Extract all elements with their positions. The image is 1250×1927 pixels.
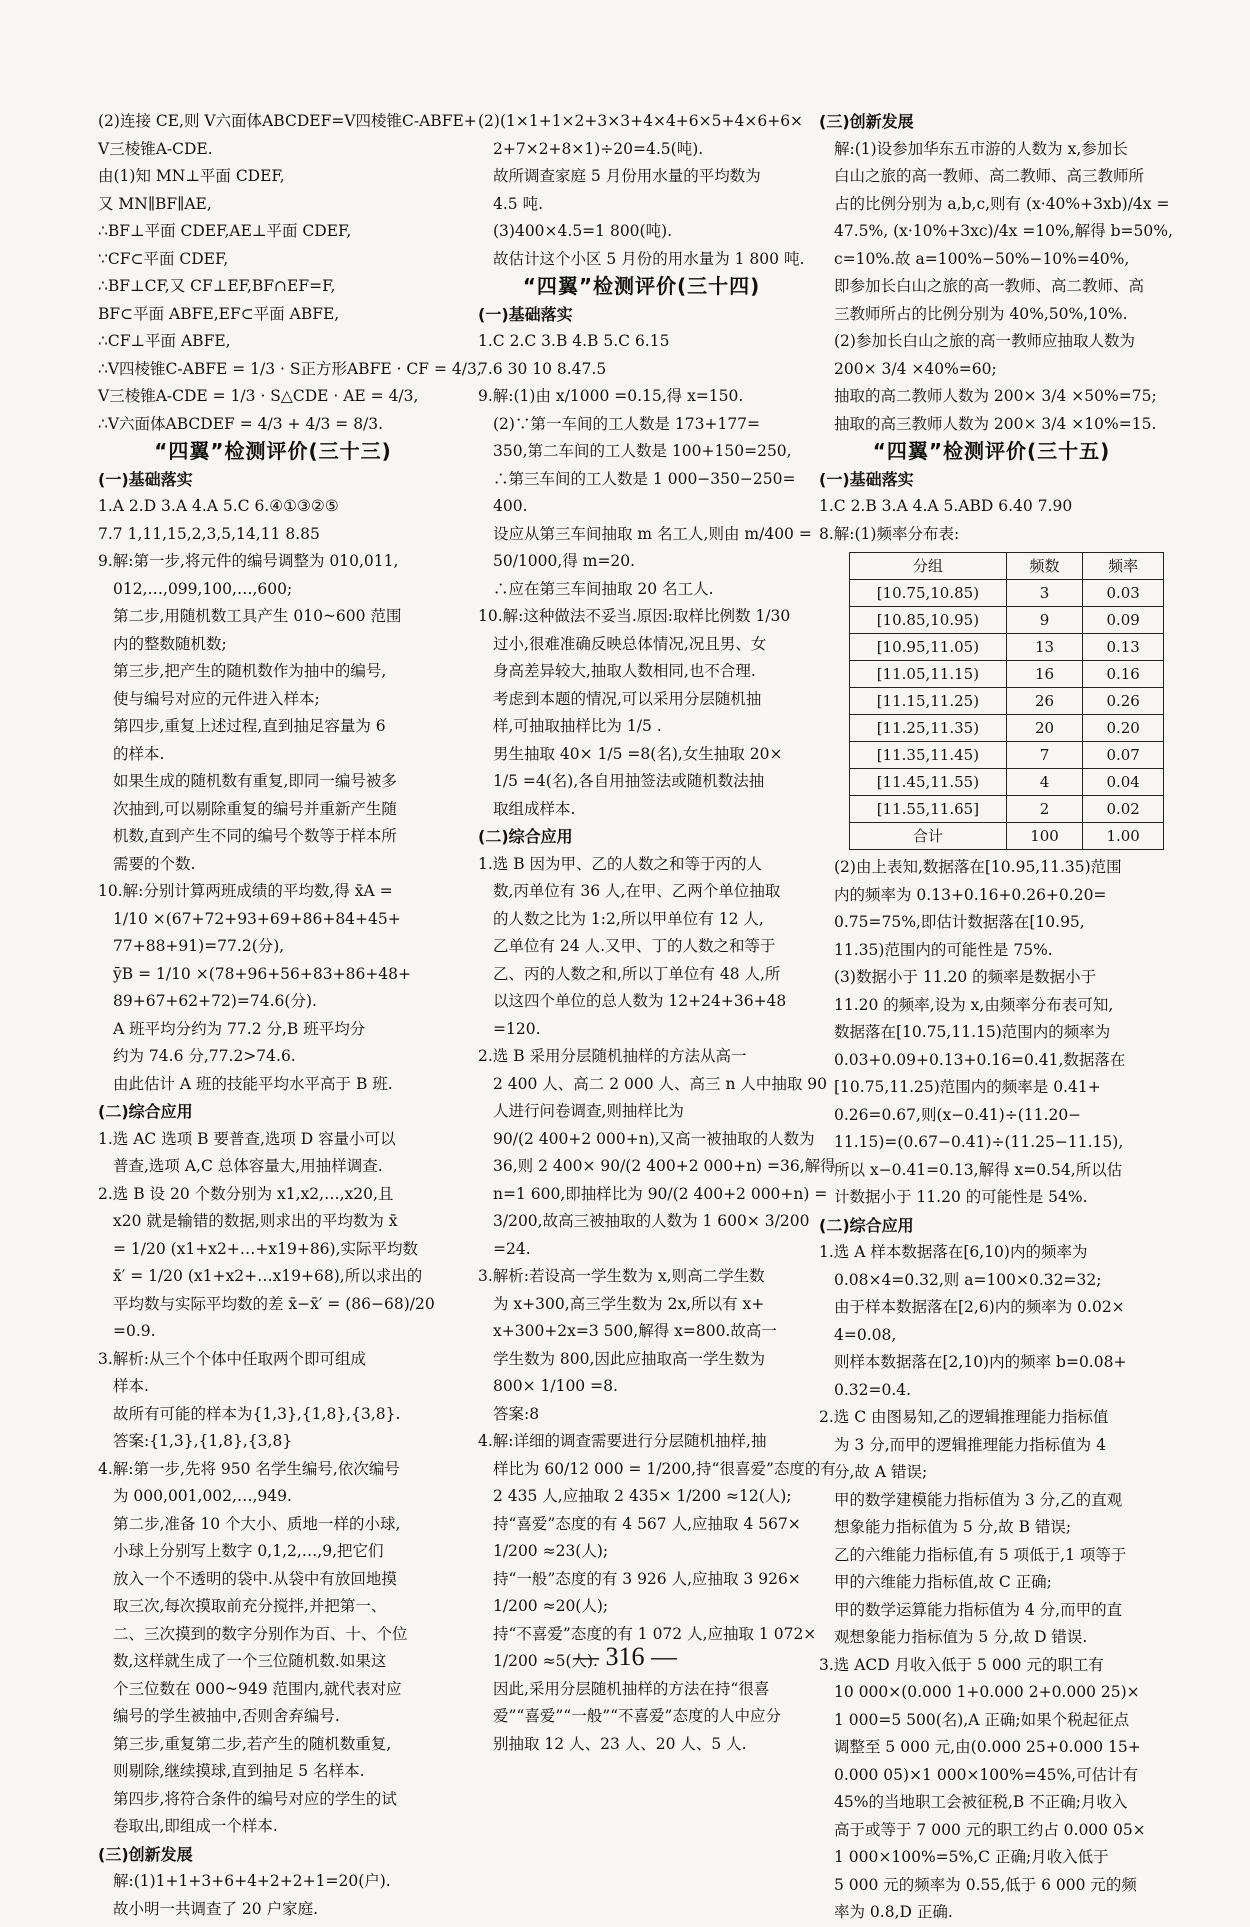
text-line: 012,…,099,100,…,600;: [113, 579, 293, 598]
text-line: 77+88+91)=77.2(分),: [113, 937, 285, 955]
text-line: 则剔除,继续摸球,直到抽足 5 名样本.: [113, 1762, 365, 1780]
text-line: (2)连接 CE,则 V六面体ABCDEF=V四棱锥C-ABFE+: [98, 112, 477, 130]
text-line: 约为 74.6 分,77.2>74.6.: [113, 1047, 296, 1065]
text-line: 三教师所占的比例分别为 40%,50%,10%.: [834, 304, 1128, 323]
text-line: 样本.: [113, 1377, 149, 1395]
text-line: 考虑到本题的情况,可以采用分层随机抽: [493, 689, 762, 708]
table-cell: [11.35,11.45): [850, 742, 1007, 769]
text-line: (3)400×4.5=1 800(吨).: [493, 222, 673, 240]
text-line: 率为 0.8,D 正确.: [834, 1903, 953, 1921]
text-line: ∴CF⊥平面 ABFE,: [98, 332, 231, 350]
text-line: 1/5 =4(名),各自用抽签法或随机数法抽: [493, 772, 765, 790]
table-cell: 100: [1006, 823, 1083, 850]
section-title: “四翼”检测评价(三十三): [154, 439, 392, 463]
text-line: (3)数据小于 11.20 的频率是数据小于: [834, 968, 1097, 986]
text-line: 故小明一共调查了 20 户家庭.: [113, 1899, 319, 1918]
text-line: 故估计这个小区 5 月份的用水量为 1 800 吨.: [493, 249, 805, 268]
table-row: [850, 661, 1164, 688]
table-cell: 9: [1006, 607, 1083, 634]
text-line: 7.6 30 10 8.47.5: [478, 359, 607, 378]
text-line: 抽取的高二教师人数为 200× 3/4 ×50%=75;: [834, 387, 1157, 405]
text-line: 10 000×(0.000 1+0.000 2+0.000 25)×: [834, 1683, 1140, 1701]
text-line: 以这四个单位的总人数为 12+24+36+48: [493, 992, 787, 1010]
text-line: = 1/20 (x1+x2+…+x19+86),实际平均数: [113, 1239, 419, 1258]
table-cell: 16: [1006, 661, 1083, 688]
table-cell: 3: [1006, 580, 1083, 607]
table-row: [850, 580, 1164, 607]
table-row: [850, 607, 1164, 634]
table-row: [850, 823, 1164, 850]
text-line: 9.解:(1)由 x/1000 =0.15,得 x=150.: [478, 387, 744, 405]
text-line: 平均数与实际平均数的差 x̄−x̄′ = (86−68)/20: [113, 1294, 435, 1313]
text-line: 2.选 B 设 20 个数分别为 x1,x2,…,x20,且: [98, 1184, 394, 1203]
text-line: 故所调查家庭 5 月份用水量的平均数为: [493, 167, 761, 185]
text-line: 0.08×4=0.32,则 a=100×0.32=32;: [834, 1270, 1102, 1289]
text-line: 90/(2 400+2 000+n),又高一被抽取的人数为: [493, 1129, 815, 1148]
text-line: ∴BF⊥平面 CDEF,AE⊥平面 CDEF,: [98, 222, 352, 240]
text-line: 别抽取 12 人、23 人、20 人、5 人.: [493, 1734, 747, 1753]
column-middle: [478, 108, 836, 1758]
text-line: 7.7 1,11,15,2,3,5,14,11 8.85: [98, 524, 320, 543]
text-line: 如果生成的随机数有重复,即同一编号被多: [113, 772, 397, 790]
table-cell: 0.03: [1083, 580, 1164, 607]
table-cell: [11.55,11.65]: [850, 796, 1007, 823]
text-line: 人进行问卷调查,则抽样比为: [493, 1102, 684, 1120]
text-line: [10.75,11.25)范围内的频率是 0.41+: [834, 1078, 1101, 1096]
text-line: 1/200 ≈5(人).: [493, 1652, 598, 1670]
text-line: 0.03+0.09+0.13+0.16=0.41,数据落在: [834, 1050, 1126, 1069]
text-line: 第二步,准备 10 个大小、质地一样的小球,: [113, 1514, 401, 1533]
frequency-table: [849, 552, 1164, 850]
text-line: 11.15)=(0.67−0.41)÷(11.25−11.15),: [834, 1133, 1124, 1151]
text-line: 过小,很难准确反映总体情况,况且男、女: [493, 634, 767, 653]
table-cell: 4: [1006, 769, 1083, 796]
text-line: 占的比例分别为 a,b,c,则有 (x·40%+3xb)/4x =: [834, 194, 1170, 213]
text-line: 甲的六维能力指标值,故 C 正确;: [834, 1573, 1052, 1591]
text-line: 2.选 C 由图易知,乙的逻辑推理能力指标值: [819, 1408, 1109, 1426]
text-line: 调整至 5 000 元,由(0.000 25+0.000 15+: [834, 1738, 1141, 1756]
column-right-bottom: [819, 854, 1164, 1927]
text-line: 350,第二车间的工人数是 100+150=250,: [493, 442, 792, 460]
table-row: [850, 634, 1164, 661]
table-cell: [11.45,11.55): [850, 769, 1007, 796]
text-line: =24.: [493, 1239, 531, 1258]
text-line: 机数,直到产生不同的编号个数等于样本所: [113, 827, 397, 845]
table-cell: 0.07: [1083, 742, 1164, 769]
text-line: (2)∵第一车间的工人数是 173+177=: [493, 414, 761, 433]
header-count: 频数: [1006, 553, 1083, 580]
text-line: 8.解:(1)频率分布表:: [819, 524, 960, 543]
text-line: 1 000=5 500(名),A 正确;如果个税起征点: [834, 1710, 1130, 1729]
text-line: 的人数之比为 1:2,所以甲单位有 12 人,: [493, 909, 764, 928]
text-line: 2 400 人、高二 2 000 人、高三 n 人中抽取 90: [493, 1074, 828, 1093]
subsection-heading: (一)基础落实: [98, 469, 193, 489]
text-line: 10.解:这种做法不妥当.原因:取样比例数 1/30: [478, 607, 791, 625]
text-line: 1/200 ≈20(人);: [493, 1597, 609, 1615]
text-line: ∴第三车间的工人数是 1 000−350−250=: [493, 469, 796, 488]
table-cell: [10.75,10.85): [850, 580, 1007, 607]
subsection-heading: (二)综合应用: [478, 827, 573, 846]
text-line: 1.选 A 样本数据落在[6,10)内的频率为: [819, 1243, 1088, 1261]
text-line: 45%的当地职工会被征税,B 不正确;月收入: [834, 1793, 1128, 1811]
text-line: 0.32=0.4.: [834, 1380, 912, 1399]
text-line: 即参加长白山之旅的高一教师、高二教师、高: [834, 277, 1145, 295]
text-line: 内的整数随机数;: [113, 634, 227, 653]
text-line: 次抽到,可以剔除重复的编号并重新产生随: [113, 799, 397, 818]
text-line: 200× 3/4 ×40%=60;: [834, 359, 997, 378]
text-line: 4.解:第一步,先将 950 名学生编号,依次编号: [98, 1459, 400, 1478]
text-line: 甲的数学建模能力指标值为 3 分,乙的直观: [834, 1490, 1123, 1509]
text-line: 抽取的高三教师人数为 200× 3/4 ×10%=15.: [834, 414, 1157, 433]
text-line: 则样本数据落在[2,10)内的频率 b=0.08+: [834, 1353, 1127, 1371]
text-line: 高于或等于 7 000 元的职工约占 0.000 05×: [834, 1820, 1146, 1839]
table-cell: 0.02: [1083, 796, 1164, 823]
text-line: 数据落在[10.75,11.15)范围内的频率为: [834, 1023, 1111, 1041]
table-cell: 0.04: [1083, 769, 1164, 796]
text-line: 编号的学生被抽中,否则舍弃编号.: [113, 1707, 340, 1725]
text-line: 0.000 05)×1 000×100%=45%,可估计有: [834, 1765, 1139, 1784]
text-line: 为 x+300,高三学生数为 2x,所以有 x+: [493, 1294, 765, 1313]
subsection-heading: (一)基础落实: [819, 469, 914, 489]
subsection-heading: (三)创新发展: [819, 112, 914, 131]
text-line: V三棱锥A-CDE = 1/3 · S△CDE · AE = 4/3,: [98, 387, 419, 405]
text-line: 1.C 2.B 3.A 4.A 5.ABD 6.40 7.90: [819, 497, 1073, 515]
text-line: ∵CF⊂平面 CDEF,: [98, 249, 229, 268]
text-line: 1/200 ≈23(人);: [493, 1542, 609, 1560]
text-line: 4.5 吨.: [493, 194, 544, 213]
text-line: 小球上分别写上数字 0,1,2,…,9,把它们: [113, 1542, 384, 1560]
table-cell: 7: [1006, 742, 1083, 769]
text-line: V三棱锥A-CDE.: [98, 139, 213, 158]
text-line: 个三位数在 000~949 范围内,就代表对应: [113, 1679, 402, 1698]
text-line: 1.A 2.D 3.A 4.A 5.C 6.④①③②⑤: [98, 497, 339, 515]
text-line: 10.解:分别计算两班成绩的平均数,得 x̄A =: [98, 882, 393, 900]
subsection-heading: (二)综合应用: [819, 1215, 914, 1235]
text-line: ∴V四棱锥C-ABFE = 1/3 · S正方形ABFE · CF = 4/3,: [98, 359, 482, 378]
page-number: — 316 —: [573, 1642, 677, 1671]
text-line: (2)由上表知,数据落在[10.95,11.35)范围: [834, 858, 1122, 876]
text-line: 1.选 AC 选项 B 要普查,选项 D 容量小可以: [98, 1129, 396, 1148]
text-line: 二、三次摸到的数字分别作为百、十、个位: [113, 1624, 408, 1643]
table-cell: 2: [1006, 796, 1083, 823]
text-line: 89+67+62+72)=74.6(分).: [113, 992, 317, 1010]
text-line: 11.20 的频率,设为 x,由频率分布表可知,: [834, 995, 1114, 1014]
text-line: n=1 600,即抽样比为 90/(2 400+2 000+n) =: [493, 1184, 828, 1203]
text-line: ȳB = 1/10 ×(78+96+56+83+86+48+: [113, 964, 412, 983]
text-line: 持“喜爱”态度的有 4 567 人,应抽取 4 567×: [493, 1514, 801, 1533]
table-row: [850, 796, 1164, 823]
text-line: 400.: [493, 497, 528, 515]
text-line: 持“不喜爱”态度的有 1 072 人,应抽取 1 072×: [493, 1624, 817, 1643]
text-line: 由此估计 A 班的技能平均水平高于 B 班.: [113, 1074, 393, 1093]
text-line: 2+7×2+8×1)÷20=4.5(吨).: [493, 139, 704, 158]
text-line: 第二步,用随机数工具产生 010~600 范围: [113, 607, 402, 625]
text-line: x+300+2x=3 500,解得 x=800.故高一: [493, 1322, 777, 1340]
table-cell: 0.09: [1083, 607, 1164, 634]
text-line: =0.9.: [113, 1322, 156, 1340]
text-line: 分,故 A 错误;: [834, 1463, 928, 1481]
text-line: 1 000×100%=5%,C 正确;月收入低于: [834, 1848, 1109, 1866]
table-cell: [10.85,10.95): [850, 607, 1007, 634]
text-line: 需要的个数.: [113, 854, 196, 873]
text-line: x̄′ = 1/20 (x1+x2+…x19+68),所以求出的: [113, 1267, 423, 1285]
table-row: [850, 769, 1164, 796]
text-line: BF⊂平面 ABFE,EF⊂平面 ABFE,: [98, 304, 340, 323]
text-line: =120.: [493, 1019, 541, 1038]
text-line: 11.35)范围内的可能性是 75%.: [834, 940, 1053, 959]
text-line: 由于样本数据落在[2,6)内的频率为 0.02×: [834, 1298, 1125, 1316]
text-line: 第四步,重复上述过程,直到抽足容量为 6: [113, 717, 386, 735]
text-line: 47.5%, (x·10%+3xc)/4x =10%,解得 b=50%,: [834, 222, 1173, 240]
header-frequency: 频率: [1083, 553, 1164, 580]
text-line: A 班平均分约为 77.2 分,B 班平均分: [113, 1019, 366, 1038]
text-line: 学生数为 800,因此应抽取高一学生数为: [493, 1349, 765, 1368]
table-cell: 0.16: [1083, 661, 1164, 688]
text-line: 5 000 元的频率为 0.55,低于 6 000 元的频: [834, 1875, 1137, 1894]
text-line: 身高差异较大,抽取人数相同,也不合理.: [493, 662, 756, 680]
table-cell: 1.00: [1083, 823, 1164, 850]
subsection-heading: (三)创新发展: [98, 1844, 193, 1864]
table-cell: 26: [1006, 688, 1083, 715]
text-line: 乙的六维能力指标值,有 5 项低于,1 项等于: [834, 1545, 1127, 1564]
text-line: 2.选 B 采用分层随机抽样的方法从高一: [478, 1047, 747, 1065]
section-title: “四翼”检测评价(三十五): [872, 439, 1111, 463]
text-line: 因此,采用分层随机抽样的方法在持“很喜: [493, 1679, 770, 1698]
text-line: 3.解析:若设高一学生数为 x,则高二学生数: [478, 1267, 765, 1285]
text-line: 1.C 2.C 3.B 4.B 5.C 6.15: [478, 332, 670, 350]
table-cell: 0.13: [1083, 634, 1164, 661]
text-line: 白山之旅的高一教师、高二教师、高三教师所: [834, 167, 1145, 185]
text-line: 想象能力指标值为 5 分,故 B 错误;: [834, 1518, 1072, 1536]
table-cell: 0.20: [1083, 715, 1164, 742]
subsection-heading: (二)综合应用: [98, 1102, 193, 1121]
text-line: 为 000,001,002,…,949.: [113, 1487, 292, 1505]
subsection-heading: (一)基础落实: [478, 304, 573, 324]
text-line: 3/200,故高三被抽取的人数为 1 600× 3/200: [493, 1212, 810, 1230]
text-line: 36,则 2 400× 90/(2 400+2 000+n) =36,解得: [493, 1157, 836, 1175]
text-line: 数,这样就生成了一个三位随机数.如果这: [113, 1652, 387, 1670]
text-line: 4=0.08,: [834, 1325, 897, 1344]
text-line: 由(1)知 MN⊥平面 CDEF,: [98, 167, 285, 185]
text-line: 样比为 60/12 000 = 1/200,持“很喜爱”态度的有: [493, 1459, 836, 1478]
text-line: 的样本.: [113, 744, 165, 763]
table-cell: [11.05,11.15): [850, 661, 1007, 688]
text-line: 第三步,重复第二步,若产生的随机数重复,: [113, 1734, 392, 1753]
text-line: 1.选 B 因为甲、乙的人数之和等于丙的人: [478, 854, 763, 873]
text-line: 答案:{1,3},{1,8},{3,8}: [113, 1432, 293, 1450]
table-cell: 20: [1006, 715, 1083, 742]
text-line: x20 就是输错的数据,则求出的平均数为 x̄: [113, 1212, 398, 1230]
table-cell: [10.95,11.05): [850, 634, 1007, 661]
table-row: [850, 742, 1164, 769]
text-line: 0.26=0.67,则(x−0.41)÷(11.20−: [834, 1105, 1082, 1124]
text-line: 4.解:详细的调查需要进行分层随机抽样,抽: [478, 1432, 767, 1450]
column-right-top: [819, 108, 1173, 548]
text-line: 0.75=75%,即估计数据落在[10.95,: [834, 913, 1085, 931]
table-cell: 0.26: [1083, 688, 1164, 715]
text-line: 甲的数学运算能力指标值为 4 分,而甲的直: [834, 1600, 1123, 1619]
text-line: 使与编号对应的元件进入样本;: [113, 689, 320, 708]
text-line: ∴BF⊥CF,又 CF⊥EF,BF∩EF=F,: [98, 277, 336, 295]
text-line: 普查,选项 A,C 总体容量大,用抽样调查.: [113, 1157, 383, 1175]
text-line: 3.选 ACD 月收入低于 5 000 元的职工有: [819, 1655, 1104, 1674]
text-line: 爱”“喜爱”“一般”“不喜爱”态度的人中应分: [493, 1707, 781, 1725]
text-line: c=10%.故 a=100%−50%−10%=40%,: [834, 249, 1130, 268]
text-line: 男生抽取 40× 1/5 =8(名),女生抽取 20×: [493, 744, 783, 763]
text-line: 放入一个不透明的袋中.从袋中有放回地摸: [113, 1569, 397, 1588]
text-line: 取组成样本.: [493, 799, 576, 818]
text-line: 为 3 分,而甲的逻辑推理能力指标值为 4: [834, 1435, 1106, 1454]
text-line: 解:(1)设参加华东五市游的人数为 x,参加长: [834, 139, 1128, 158]
text-line: 解:(1)1+1+3+6+4+2+2+1=20(户).: [113, 1872, 391, 1890]
text-line: 9.解:第一步,将元件的编号调整为 010,011,: [98, 552, 399, 570]
text-line: 内的频率为 0.13+0.16+0.26+0.20=: [834, 885, 1107, 904]
header-group: 分组: [850, 553, 1007, 580]
table-cell: [11.15,11.25): [850, 688, 1007, 715]
text-line: 答案:8: [493, 1404, 540, 1423]
text-line: 观想象能力指标值为 5 分,故 D 错误.: [834, 1628, 1088, 1646]
text-line: ∴应在第三车间抽取 20 名工人.: [493, 579, 714, 598]
table-cell: [11.25,11.35): [850, 715, 1007, 742]
text-line: 乙、丙的人数之和,所以丁单位有 48 人,所: [493, 964, 781, 983]
table-row: [850, 715, 1164, 742]
text-line: ∴V六面体ABCDEF = 4/3 + 4/3 = 8/3.: [98, 414, 384, 433]
text-line: 数,丙单位有 36 人,在甲、乙两个单位抽取: [493, 882, 781, 900]
text-line: 取三次,每次摸取前充分搅拌,并把第一、: [113, 1597, 387, 1615]
section-title: “四翼”检测评价(三十四): [522, 274, 761, 298]
text-line: 所以 x−0.41=0.13,解得 x=0.54,所以估: [834, 1160, 1123, 1179]
text-line: 乙单位有 24 人.又甲、丁的人数之和等于: [493, 937, 776, 955]
table-cell: 13: [1006, 634, 1083, 661]
text-line: 样,可抽取抽样比为 1/5 .: [493, 717, 662, 735]
text-line: 第四步,将符合条件的编号对应的学生的试: [113, 1789, 397, 1808]
text-line: 计数据小于 11.20 的可能性是 54%.: [834, 1188, 1088, 1206]
table-header-row: [850, 553, 1164, 580]
text-line: 又 MN∥BF∥AE,: [98, 194, 212, 213]
text-line: (2)(1×1+1×2+3×3+4×4+6×5+4×6+6×: [478, 112, 804, 130]
text-line: 第三步,把产生的随机数作为抽中的编号,: [113, 662, 387, 680]
text-line: 2 435 人,应抽取 2 435× 1/200 ≈12(人);: [493, 1487, 792, 1505]
text-line: 3.解析:从三个个体中任取两个即可组成: [98, 1349, 367, 1368]
table-cell: 合计: [850, 823, 1007, 850]
text-line: 设应从第三车间抽取 m 名工人,则由 m/400 =: [493, 524, 812, 543]
text-line: 1/10 ×(67+72+93+69+86+84+45+: [113, 909, 401, 928]
text-line: 故所有可能的样本为{1,3},{1,8},{3,8}.: [113, 1404, 401, 1423]
text-line: 800× 1/100 =8.: [493, 1377, 618, 1395]
text-line: 50/1000,得 m=20.: [493, 552, 636, 570]
table-row: [850, 688, 1164, 715]
text-line: (2)参加长白山之旅的高一教师应抽取人数为: [834, 332, 1135, 350]
text-line: 卷取出,即组成一个样本.: [113, 1817, 278, 1835]
text-line: 持“一般”态度的有 3 926 人,应抽取 3 926×: [493, 1569, 801, 1588]
